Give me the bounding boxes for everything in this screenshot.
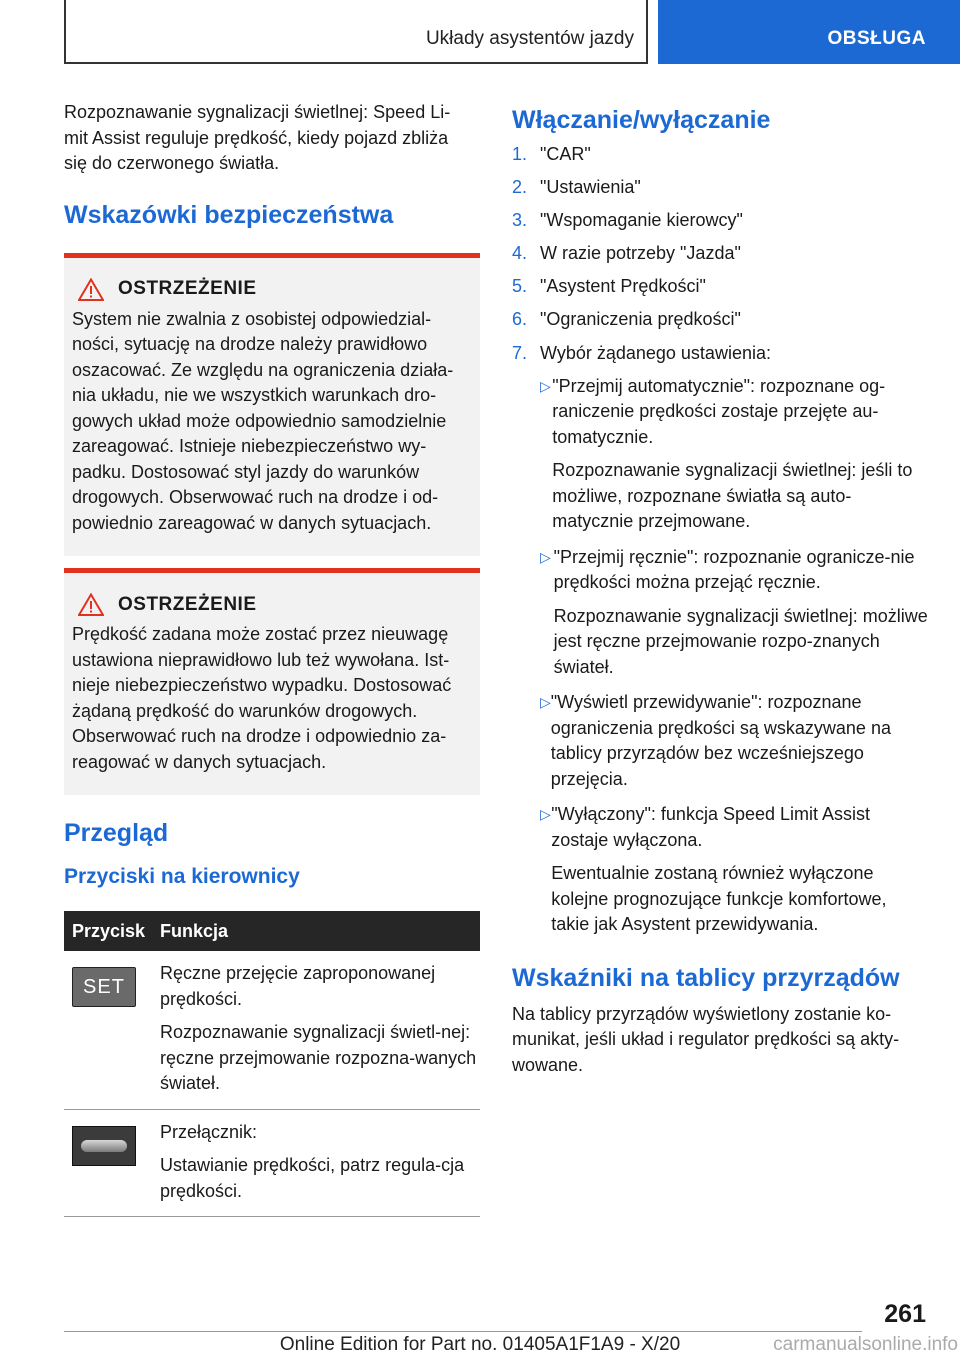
- option-item: ▷ "Wyświetl przewidywanie": rozpoznane ograniczenia prędkości są wskazywane na tablicy przyrządów bez wcześniejszego przejęcia.: [540, 690, 928, 792]
- edition-footer: Online Edition for Part no. 01405A1F1A9 - X/20: [279, 1334, 681, 1355]
- warning-text: System nie zwalnia z osobistej odpowiedzial-ności, sytuację na drodze należy prawidłowo oszacować. Ze względu na ograniczenia działa-nia układu, nie we wszystkich warunkach dro-gowych układ może odpowiednio samodzielnie zareagować. Istnieje niebezpieczeństwo wy-padku. Dostosować styl jazdy do warunków drogowych. Obserwować ruch na drodze i od-powiednio zareagować w danych sytuacjach.: [72, 308, 454, 533]
- list-item: 4. W razie potrzeby "Jazda": [512, 243, 741, 264]
- footer-divider: [64, 1331, 862, 1332]
- onoff-heading: Włączanie/wyłączanie: [512, 106, 771, 134]
- options-list: [512, 374, 928, 938]
- right-column: [512, 104, 928, 1078]
- indicators-paragraph: Na tablicy przyrządów wyświetlony zostanie ko-munikat, jeśli układ i regulator prędkości są akty-wowane.: [512, 1003, 900, 1075]
- buttons-heading: Przyciski na kierownicy: [64, 865, 300, 888]
- list-item: 1. "CAR": [512, 144, 591, 164]
- intro-paragraph: Rozpoznawanie sygnalizacji świetlnej: Speed Li-mit Assist reguluje prędkość, kiedy pojazd zbliża się do czerwonego światła.: [64, 102, 451, 173]
- list-item: 2. "Ustawienia": [512, 177, 641, 198]
- indicators-heading: Wskaźniki na tablicy przyrządów: [512, 963, 900, 992]
- column-header-function: Funkcja: [160, 920, 229, 941]
- list-item: 3. "Wspomaganie kierowcy": [512, 210, 743, 231]
- triangle-bullet-icon: ▷: [540, 806, 551, 823]
- watermark: carmanualsonline.info: [773, 1334, 958, 1355]
- row-function-text: Przełącznik:: [160, 1121, 258, 1142]
- triangle-bullet-icon: ▷: [540, 694, 551, 711]
- buttons-table: [64, 911, 480, 1217]
- option-item: ▷ "Wyłączony": funkcja Speed Limit Assist zostaje wyłączona. Ewentualnie zostaną również wyłączone kolejne prognozujące funkcje komfortowe, takie jak Asystent przewidywania.: [540, 802, 928, 938]
- section-title: Układy asystentów jazdy: [425, 28, 634, 49]
- row-function-text: Ręczne przejęcie zaproponowanej prędkości.: [160, 963, 436, 1009]
- overview-heading: Przegląd: [64, 819, 169, 847]
- left-column: [64, 100, 480, 1217]
- option-item: ▷ "Przejmij ręcznie": rozpoznanie ogranicze-nie prędkości można przejąć ręcznie. Rozpoznawanie sygnalizacji świetlnej: możliwe jest ręczne przejmowanie rozpo-znanych świateł.: [540, 545, 928, 681]
- triangle-bullet-icon: ▷: [540, 377, 551, 394]
- warning-triangle-icon: [78, 593, 104, 616]
- rocker-switch-icon: [72, 1126, 136, 1166]
- option-item: ▷ "Przejmij automatycznie": rozpoznane og-raniczenie prędkości zostaje przejęte au-tomatycznie. Rozpoznawanie sygnalizacji świetlnej: jeśli to możliwe, rozpoznane światła są auto-matycznie przejmowane.: [540, 374, 928, 535]
- table-row: [64, 951, 480, 1110]
- warning-box-1: [64, 253, 480, 557]
- table-row: [64, 1110, 480, 1218]
- column-header-button: Przycisk: [72, 920, 146, 941]
- table-header: [64, 911, 480, 951]
- list-item: 7. Wybór żądanego ustawienia:: [512, 342, 771, 363]
- steps-list: [512, 142, 928, 366]
- header-section: [64, 0, 648, 64]
- warning-box-2: [64, 568, 480, 795]
- page-number: 261: [884, 1300, 926, 1328]
- warning-triangle-icon: [78, 278, 104, 301]
- header-tab[interactable]: [658, 0, 960, 64]
- warning-title: OSTRZEŻENIE: [118, 593, 257, 615]
- row-function-text: Ustawianie prędkości, patrz regula-cja prędkości.: [160, 1155, 465, 1201]
- warning-text: Prędkość zadana może zostać przez nieuwagę ustawiona nieprawidłowo lub też wywołana. Ist-nieje niebezpieczeństwo wypadku. Dostosować żądaną prędkość do warunków drogowych. Obserwować ruch na drodze i odpowiednio za-reagować w danych sytuacjach.: [72, 624, 452, 772]
- row-function-text: Rozpoznawanie sygnalizacji świetl-nej: ręczne przejmowanie rozpozna-wanych świateł.: [160, 1022, 477, 1093]
- warning-title: OSTRZEŻENIE: [118, 278, 257, 299]
- list-item: 5. "Asystent Prędkości": [512, 276, 706, 297]
- set-button-icon: SET: [72, 967, 136, 1007]
- tab-label: OBSŁUGA: [827, 28, 926, 49]
- triangle-bullet-icon: ▷: [540, 548, 551, 565]
- list-item: 6. "Ograniczenia prędkości": [512, 309, 741, 330]
- safety-heading: Wskazówki bezpieczeństwa: [64, 200, 394, 229]
